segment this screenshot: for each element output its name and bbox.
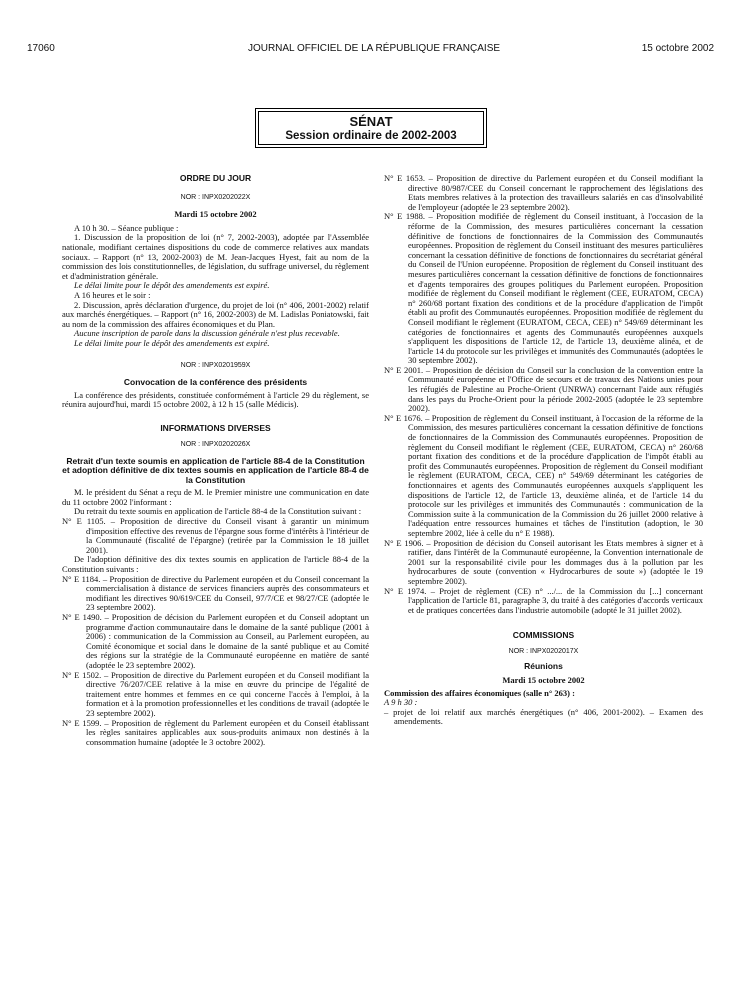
informations-heading: INFORMATIONS DIVERSES — [160, 422, 271, 433]
journal-date: 15 octobre 2002 — [641, 43, 714, 54]
text-e1490: N° E 1490. – Proposition de décision du Parlement européen et du Conseil adoptant un programme d'action communautaire dans le domaine de la santé publique (2001 à 2006) : communication de la Commission au Conseil, au Parlement européen, au Comité économique et social dans le domaine de la santé publique et au Comité des régions sur la stratégie de la Communauté européenne en matière de santé (adoptée le 23 septembre 2002). — [62, 612, 369, 670]
convocation-text: La conférence des présidents, constituée conformément à l'article 29 du règlement, se réunira aujourd'hui, mardi 15 octobre 2002, à 12 h 15 (salle Médicis). — [62, 389, 369, 410]
seance-morning: A 10 h 30. – Séance publique : — [74, 222, 179, 233]
text-e1184: N° E 1184. – Proposition de directive du Parlement européen et du Conseil concernant la commercialisation à distance de services financiers auprès des consommateurs et modifiant les directives 90/619/CEE du Conseil, 97/7/CE et 98/27/CE (adoptée le 23 septembre 2002). — [62, 573, 369, 613]
convocation-nor: NOR : INPX0201959X — [180, 361, 251, 369]
commission-name: Commission des affaires économiques (salle n° 263) : — [384, 687, 575, 698]
session-subtitle: Session ordinaire de 2002-2003 — [285, 130, 457, 142]
commission-item: – projet de loi relatif aux marchés énergétiques (n° 406, 2001-2002). – Examen des amendements. — [384, 706, 703, 727]
text-e1653: N° E 1653. – Proposition de directive du Parlement européen et du Conseil modifiant la directive 80/987/CEE du Conseil concernant le rapprochement des législations des Etats membres relatives à la protection des travailleurs salariés en cas d'insolvabilité de l'employeur (adoptée le 23 septembre 2002). — [384, 173, 703, 212]
commissions-date: Mardi 15 octobre 2002 — [502, 675, 585, 686]
right-column — [384, 174, 703, 727]
commissions-nor: NOR : INPX0202017X — [508, 647, 579, 655]
agenda-item-2: 2. Discussion, après déclaration d'urgence, du projet de loi (n° 406, 2001-2002) relatif aux marchés énergétiques. – Rapport (n° 16, 2002-2003) de M. Ladislas Poniatowski, fait au nom de la commission des affaires économiques et du Plan. — [62, 299, 369, 329]
commission-time: A 9 h 30 : — [384, 697, 418, 708]
left-column — [62, 174, 369, 747]
reunions-heading: Réunions — [524, 660, 563, 671]
text-e2001: N° E 2001. – Proposition de décision du Conseil sur la conclusion de la convention entre la Communauté européenne et l'Office de secours et de travaux des Nations unies pour les réfugiés de Palestine au Proche-Orient (UNRWA) concernant l'aide aux réfugiés dans les pays du Proche-Orient pour la période 2002-2005 (adoptée le 23 septembre 2002). — [384, 364, 703, 414]
commissions-heading: COMMISSIONS — [512, 630, 575, 641]
text-e1105: N° E 1105. – Proposition de directive du Conseil visant à garantir un minimum d'imposition effective des revenus de l'épargne sous forme d'intérêts à l'intérieur de la Communauté (fiscalité de l'épargne) (retirée par la Commission le 18 juillet 2001). — [62, 516, 369, 555]
no-more-registration: Aucune inscription de parole dans la discussion générale n'est plus recevable. — [74, 328, 340, 339]
text-e1599: N° E 1599. – Proposition de règlement du Parlement européen et du Conseil établissant les règles sanitaires applicables aux sous-produits animaux non destinés à la consommation humaine (adoptée le 3 octobre 2002). — [62, 717, 369, 747]
title-box-inner — [258, 111, 484, 145]
journal-title: JOURNAL OFFICIEL DE LA RÉPUBLIQUE FRANÇAISE — [247, 43, 501, 54]
amendment-deadline-1: Le délai limite pour le dépôt des amendements est expiré. — [74, 280, 270, 291]
text-e1974: N° E 1974. – Projet de règlement (CE) n° .../... de la Commission du [...] concernant l'application de l'article 81, paragraphe 3, du traité à des catégories d'accords verticaux et de pratiques concertées dans l'industrie automobile (adopté le 31 juillet 2002). — [384, 585, 703, 615]
text-e1906: N° E 1906. – Proposition de décision du Conseil autorisant les Etats membres à signer et à ratifier, dans l'intérêt de la Communauté européenne, la Convention internationale de 2001 sur la responsabilité civile pour les dommages dus à la pollution par les hydrocarbures de soute (convention « Hydrocarbures de soute ») (adoptée le 19 septembre 2002). — [384, 537, 703, 586]
retrait-text: Du retrait du texte soumis en application de l'article 88-4 de la Constitution suivant : — [74, 506, 362, 517]
text-e1988: N° E 1988. – Proposition modifiée de règlement du Conseil instituant, à l'occasion de la réforme de la Commission, des mesures particulières concernant la cessation définitive de fonctions de fonctionnaires de la Commission des Communautés européennes. Proposition de règlement du Conseil instituant des mesures particulières concernant la cessation définitive de fonctions de fonctionnaires du secrétariat général du Conseil de l'Union européenne. Proposition de règlement du Conseil instituant des mesures particulières concernant la cessation définitive de fonctions de fonctionnaires et d'agents temporaires des groupes politiques du Parlement européen. Proposition modifiée de règlement du Conseil modifiant le règlement (CEE, EURATOM, CECA) n° 260/68 portant fixation des conditions et de la procédure d'application de l'impôt établi au profit des Communautés européennes. Proposition modifiée de règlement du Conseil modifiant le règlement (EURATOM, CECA, CEE) n° 549/69 déterminant les catégories de fonctionnaires et agents des Communautés européennes auxquels s'appliquent les dispositions de l'article 12, de l'article 13, deuxième alinéa, et de l'article 14 du protocole sur les privilèges et immunités des Communautés (adoptées le 30 septembre 2002). — [384, 211, 703, 366]
agenda-item-1: 1. Discussion de la proposition de loi (n° 7, 2002-2003), adoptée par l'Assemblée nationale, modifiant certaines dispositions du code de commerce relatives aux mandats sociaux. – Rapport (n° 13, 2002-2003) de M. Jean-Jacques Hyest, fait au nom de la commission des lois constitutionnelles, de législation, du suffrage universel, du règlement et d'administration générale. — [62, 232, 369, 281]
senat-title: SÉNAT — [349, 114, 393, 129]
page-number: 17060 — [27, 43, 55, 54]
text-e1502: N° E 1502. – Proposition de directive du Parlement européen et du Conseil modifiant la directive 76/207/CEE relative à la mise en œuvre du principe de l'égalité de traitement entre hommes et femmes en ce qui concerne l'accès à l'emploi, à la formation et à la promotion professionnelles et les conditions de travail (adoptée le 23 septembre 2002). — [62, 669, 369, 718]
retrait-heading: Retrait d'un texte soumis en application de l'article 88-4 de la Constitution et adoption définitive de dix textes soumis en application de l'article 88-4 de la Constitution — [62, 456, 369, 485]
informations-nor: NOR : INPX0202026X — [180, 441, 251, 449]
adoption-text: De l'adoption définitive des dix textes soumis en application de l'article 88-4 de la Constitution suivants : — [62, 554, 369, 575]
ordre-du-jour-heading: ORDRE DU JOUR — [179, 173, 252, 183]
ordre-nor: NOR : INPX0202022X — [180, 193, 251, 201]
convocation-heading: Convocation de la conférence des présidents — [123, 377, 308, 388]
ordre-date: Mardi 15 octobre 2002 — [174, 209, 257, 220]
title-box — [255, 108, 487, 148]
text-e1676: N° E 1676. – Proposition de règlement du Conseil instituant, à l'occasion de la réforme de la Commission, des mesures particulières concernant la cessation définitive de fonctions de fonctionnaires de la Commission des Communautés européennes. Proposition de règlement du Conseil modifiant le règlement (CEE, EURATOM, CECA) n° 260/68 portant fixation des conditions et de la procédure d'application de l'impôt établi au profit des Communautés européennes. Proposition de règlement du Conseil modifiant le règlement (EURATOM, CECA, CEE) n° 549/69 déterminant les catégories de fonctionnaires et agents des Communautés européennes auxquels s'appliquent les dispositions de l'article 12, de l'article 13, deuxième alinéa, et de l'article 14 du protocole sur les privilèges et immunités des Communautés : communication de la Commission suite à la communication de la Commission du 26 juillet 2000 relative à l'adéquation entre ressources humaines et tâches de l'institution (adoption, le 30 septembre 2002, liée à celle du n° E 1988). — [384, 412, 703, 538]
seance-afternoon: A 16 heures et le soir : — [74, 289, 151, 300]
president-text: M. le président du Sénat a reçu de M. le Premier ministre une communication en date du 11 octobre 2002 l'informant : — [62, 487, 369, 507]
amendment-deadline-2: Le délai limite pour le dépôt des amendements est expiré. — [74, 337, 270, 348]
